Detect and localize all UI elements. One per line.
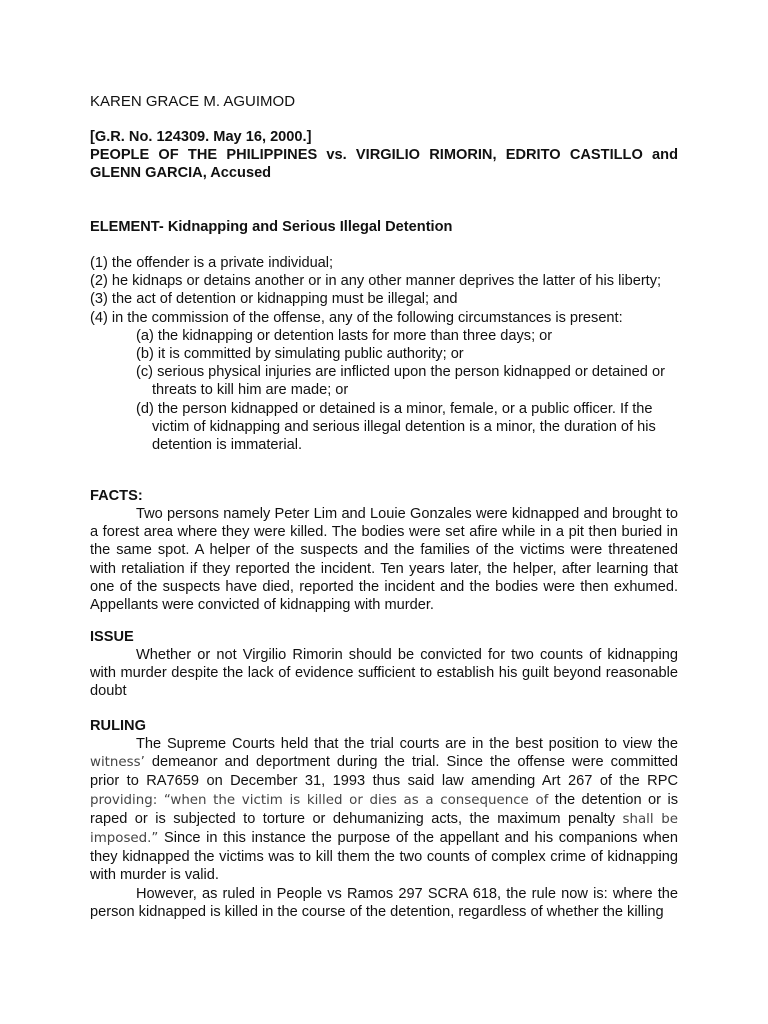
ruling-text-1a: The Supreme Courts held that the trial courts are in the best position to view the bbox=[136, 736, 678, 752]
element-item-3: (3) the act of detention or kidnapping must be illegal; and bbox=[90, 291, 458, 308]
ruling-text-2: However, as ruled in People vs Ramos 297 SCRA 618, the rule now is: where the person kidnapped is killed in the course of the detention, regardless of whether the killing bbox=[90, 885, 678, 920]
ruling-text-1d: providing: “when the victim is killed or dies as a consequence of bbox=[90, 792, 549, 808]
ruling-paragraphs bbox=[90, 735, 678, 921]
ruling-text-1c: demeanor and deportment during the trial. Since the offense were committed prior to RA7659 on December 31, 1993 thus said law amending Art 267 of the RPC bbox=[90, 754, 678, 790]
elements-list bbox=[90, 254, 690, 454]
case-parties-line-1: PEOPLE OF THE PHILIPPINES vs. VIRGILIO RIMORIN, EDRITO CASTILLO and bbox=[90, 147, 678, 164]
case-heading bbox=[90, 128, 678, 183]
facts-text: Two persons namely Peter Lim and Louie Gonzales were kidnapped and brought to a forest area where they were killed. The bodies were set afire while in a pit then buried in the same spot. A helper of the suspects and the families of the victims were threatened with retaliation if they reported the incident. Ten years later, the helper, after learning that one of the suspects have died, reported the incident and the bodies were then exhumed. Appellants were convicted of kidnapping with murder. bbox=[90, 506, 678, 614]
element-title: ELEMENT- Kidnapping and Serious Illegal Detention bbox=[90, 219, 453, 235]
ruling-text-1e: the detention or is raped or is subjected to torture or dehumanizing acts, the maximum penalty bbox=[90, 791, 678, 827]
ruling-text-1g: Since in this instance the purpose of the appellant and his companions when they kidnapped the victims was to kill them the two counts of complex crime of kidnapping with murder is valid. bbox=[90, 830, 678, 884]
issue-heading: ISSUE bbox=[90, 629, 134, 645]
circumstance-d-line-3: detention is immaterial. bbox=[152, 437, 303, 454]
facts-paragraph bbox=[90, 505, 678, 614]
circumstance-d-line-1: (d) the person kidnapped or detained is a minor, female, or a public officer. If the bbox=[136, 400, 653, 417]
ruling-text-1b: witness’ bbox=[90, 755, 145, 771]
circumstance-c-line-1: (c) serious physical injuries are inflicted upon the person kidnapped or detained or bbox=[136, 364, 665, 381]
circumstance-a: (a) the kidnapping or detention lasts for more than three days; or bbox=[136, 327, 553, 344]
author-name: KAREN GRACE M. AGUIMOD bbox=[90, 93, 296, 110]
element-item-2: (2) he kidnaps or detains another or in any other manner deprives the latter of his liberty; bbox=[90, 273, 662, 290]
ruling-heading: RULING bbox=[90, 718, 146, 734]
ruling-text-1 bbox=[90, 735, 678, 885]
gr-number: [G.R. No. 124309. May 16, 2000.] bbox=[90, 129, 312, 145]
element-item-1: (1) the offender is a private individual; bbox=[90, 255, 334, 271]
facts-heading: FACTS: bbox=[90, 488, 143, 504]
case-parties-line-2: GLENN GARCIA, Accused bbox=[90, 165, 272, 182]
ruling-text-1f: shall be imposed.” bbox=[90, 811, 678, 847]
circumstance-d-line-2: victim of kidnapping and serious illegal detention is a minor, the duration of his bbox=[152, 418, 656, 435]
circumstance-c-line-2: threats to kill him are made; or bbox=[152, 382, 349, 399]
issue-paragraph bbox=[90, 646, 678, 701]
issue-text: Whether or not Virgilio Rimorin should be convicted for two counts of kidnapping with murder despite the lack of evidence sufficient to establish his guilt beyond reasonable doubt bbox=[90, 647, 678, 700]
element-item-4: (4) in the commission of the offense, any of the following circumstances is present: bbox=[90, 309, 623, 326]
circumstance-b: (b) it is committed by simulating public authority; or bbox=[136, 346, 464, 363]
